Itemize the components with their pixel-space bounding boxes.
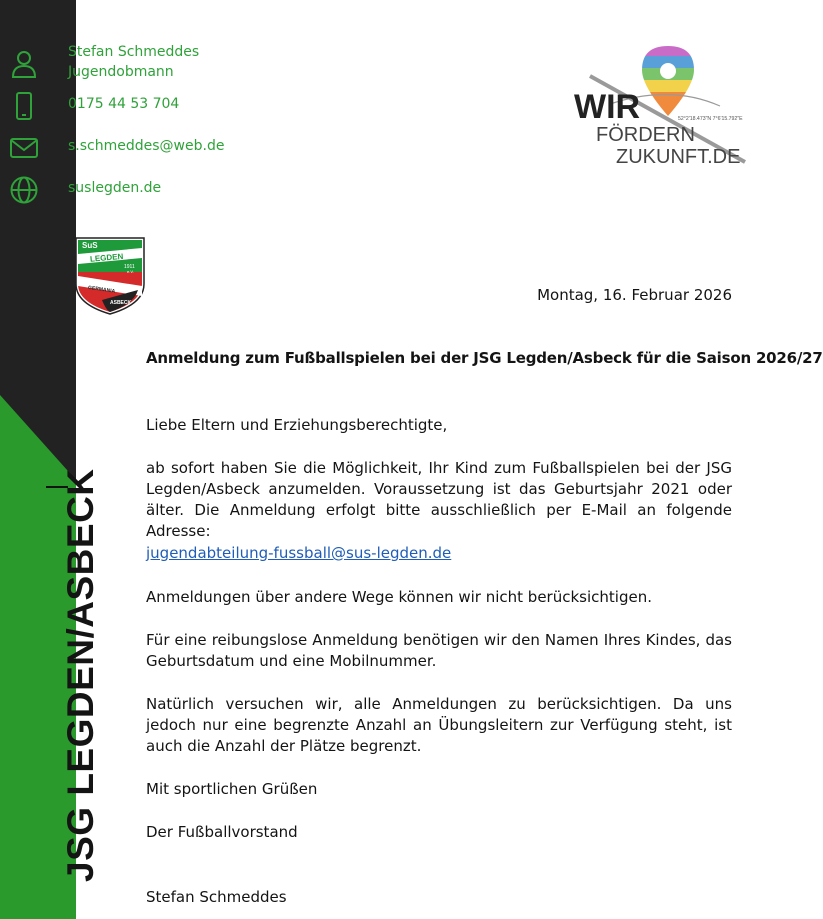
phone-icon xyxy=(8,90,40,122)
sidebar-vertical-title: JSG LEGDEN/ASBECK xyxy=(60,468,101,882)
club-logo-ev: e.V. xyxy=(127,269,134,274)
contact-website[interactable]: suslegden.de xyxy=(68,180,162,196)
club-logo-legden: LEGDEN xyxy=(89,251,124,264)
person-icon xyxy=(8,48,40,80)
wir-logo-zukunft: ZUKUNFT.DE xyxy=(616,146,741,168)
letter-paragraph-2: Anmeldungen über andere Wege können wir nicht berücksichtigen. xyxy=(146,588,652,606)
letter-subject: Anmeldung zum Fußballspielen bei der JSG Legden/Asbeck für die Saison 2026/27 xyxy=(146,349,823,367)
club-logo-year: 1911 xyxy=(124,264,135,270)
club-logo-germania: GERMANIA xyxy=(87,284,116,295)
letter-paragraph-1: ab sofort haben Sie die Möglichkeit, Ihr Kind zum Fußballspielen bei der JSG Legden/Asbeck anzumelden. Voraussetzung ist das Geburtsjahr 2021 oder älter. Die Anmeldung erfolgt bitte ausschließlich per E-Mail an folgende Adresse: xyxy=(146,459,732,540)
globe-icon xyxy=(8,174,40,206)
letter-signature: Stefan Schmeddes xyxy=(146,888,287,906)
contact-phone[interactable]: 0175 44 53 704 xyxy=(68,96,180,112)
letter-greeting: Liebe Eltern und Erziehungsberechtigte, xyxy=(146,416,448,434)
club-logo-asbeck: ASBECK xyxy=(110,300,132,306)
wir-logo-coordinates: 52°2'18.473"N 7°6'15.792"E xyxy=(678,116,743,122)
club-logo-fc: FC xyxy=(82,277,93,286)
registration-email-link[interactable]: jugendabteilung-fussball@sus-legden.de xyxy=(146,544,452,562)
wir-logo-wir: WIR xyxy=(574,88,641,126)
letter-closing: Mit sportlichen Grüßen xyxy=(146,780,318,798)
wir-foerdern-zukunft-logo xyxy=(570,44,770,169)
letter-sender-group: Der Fußballvorstand xyxy=(146,823,298,841)
club-logo xyxy=(72,232,148,316)
contact-email[interactable]: s.schmeddes@web.de xyxy=(68,138,225,154)
mail-icon xyxy=(8,132,40,164)
contact-name: Stefan Schmeddes xyxy=(68,44,200,60)
wir-logo-foerdern: FÖRDERN xyxy=(596,124,695,146)
letter-date: Montag, 16. Februar 2026 xyxy=(537,286,732,304)
club-logo-sus: SuS xyxy=(82,241,98,250)
email-link-line xyxy=(146,543,732,564)
letter-paragraph-3: Für eine reibungslose Anmeldung benötigen wir den Namen Ihres Kindes, das Geburtsdatum und eine Mobilnummer. xyxy=(146,631,732,670)
letter-paragraph-4: Natürlich versuchen wir, alle Anmeldungen zu berücksichtigen. Da uns jedoch nur eine begrenzte Anzahl an Übungsleitern zur Verfügung steht, ist auch die Anzahl der Plätze begrenzt. xyxy=(146,695,732,755)
contact-role: Jugendobmann xyxy=(68,64,174,80)
